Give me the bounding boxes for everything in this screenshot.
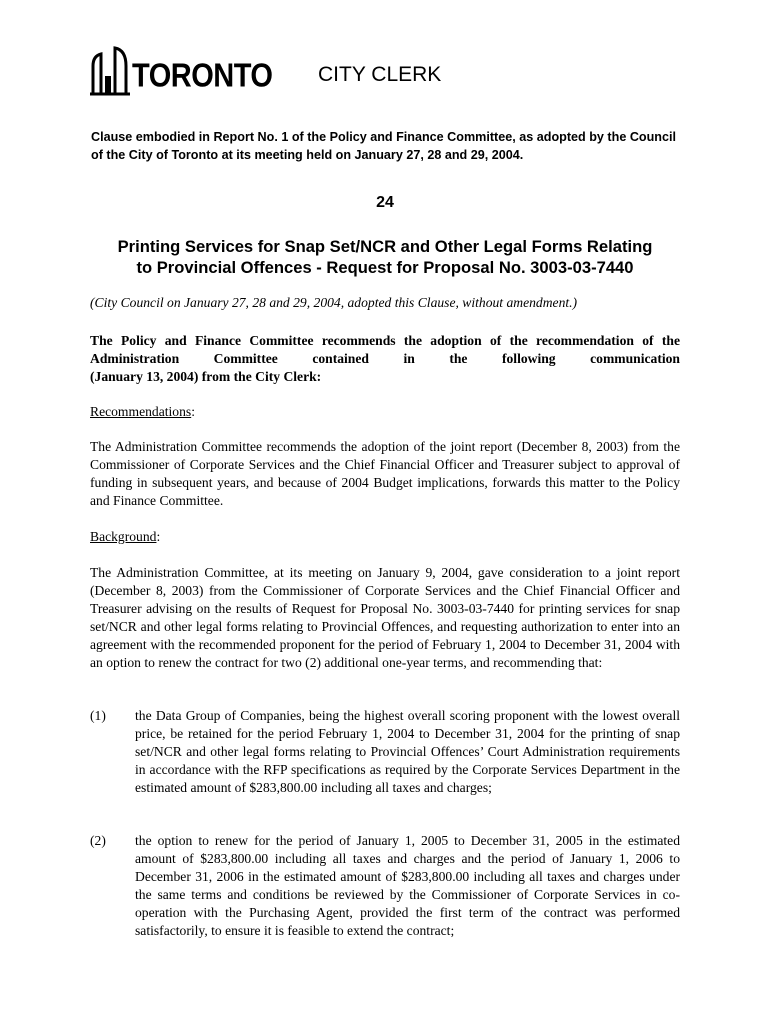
recommendations-heading-row: Recommendations: bbox=[90, 404, 195, 419]
city-hall-logo-icon bbox=[90, 46, 130, 96]
background-heading: Background bbox=[90, 529, 157, 544]
title-line-2: to Provincial Offences - Request for Proposal No. 3003-03-7440 bbox=[136, 258, 634, 277]
department-heading: CITY CLERK bbox=[318, 63, 442, 86]
clause-note: Clause embodied in Report No. 1 of the Policy and Finance Committee, as adopted by the Council of the City of Toronto at its meeting held on January 27, 28 and 29, 2004. bbox=[91, 130, 676, 162]
city-of-toronto-logo bbox=[90, 46, 273, 96]
list-item-text: the Data Group of Companies, being the highest overall scoring proponent with the lowest overall price, be retained for the period February 1, 2004 to December 31, 2004 for the printing of snap set/NCR and other legal forms relating to Provincial Offences’ Court Administration requirements in accordance with the RFP specifications as required by the Corporate Services Department in the estimated amount of $283,800.00 including all taxes and charges; bbox=[135, 708, 680, 795]
list-item-number: (1) bbox=[90, 708, 106, 723]
committee-recommendation bbox=[90, 332, 680, 386]
background-heading-row: Background: bbox=[90, 529, 161, 544]
list-item-number: (2) bbox=[90, 833, 106, 848]
clause-number: 24 bbox=[376, 194, 394, 211]
document-title bbox=[60, 236, 710, 278]
recommendations-text: The Administration Committee recommends the adoption of the joint report (December 8, 2003) from the Commissioner of Corporate Services and the Chief Financial Officer and Treasurer subject to approval of funding in subsequent years, and because of 2004 Budget implications, forwards this matter to the Policy and Finance Committee. bbox=[90, 439, 680, 508]
recommendations-heading: Recommendations bbox=[90, 404, 192, 419]
title-line-1: Printing Services for Snap Set/NCR and Other Legal Forms Relating bbox=[117, 237, 653, 256]
council-note: (City Council on January 27, 28 and 29, 2004, adopted this Clause, without amendment.) bbox=[90, 295, 578, 310]
committee-recommendation-line-1: The Policy and Finance Committee recommends the adoption of the recommendation of the Administration Committee contained in the following communication bbox=[90, 333, 680, 366]
logo-wordmark: TORONTO bbox=[132, 57, 273, 95]
list-item-text: the option to renew for the period of January 1, 2005 to December 31, 2005 in the estimated amount of $283,800.00 including all taxes and charges and the period of January 1, 2006 to December 31, 2006 in the estimated amount of $283,800.00 including all taxes and charges under the same terms and conditions be reviewed by the Commissioner of Corporate Services in co-operation with the Purchasing Agent, provided the first term of the contract was performed satisfactorily, to ensure it is feasible to extend the contract; bbox=[135, 833, 680, 938]
background-text: The Administration Committee, at its meeting on January 9, 2004, gave consideration to a joint report (December 8, 2003) from the Commissioner of Corporate Services and the Chief Financial Officer and Treasurer advising on the results of Request for Proposal No. 3003-03-7440 for printing services for snap set/NCR and other legal forms relating to Provincial Offences, and requesting authorization to enter into an agreement with the recommended proponent for the period of February 1, 2004 to December 31, 2004 with an option to renew the contract for two (2) additional one-year terms, and recommending that: bbox=[90, 565, 680, 670]
committee-recommendation-line-2: (January 13, 2004) from the City Clerk: bbox=[90, 369, 322, 384]
